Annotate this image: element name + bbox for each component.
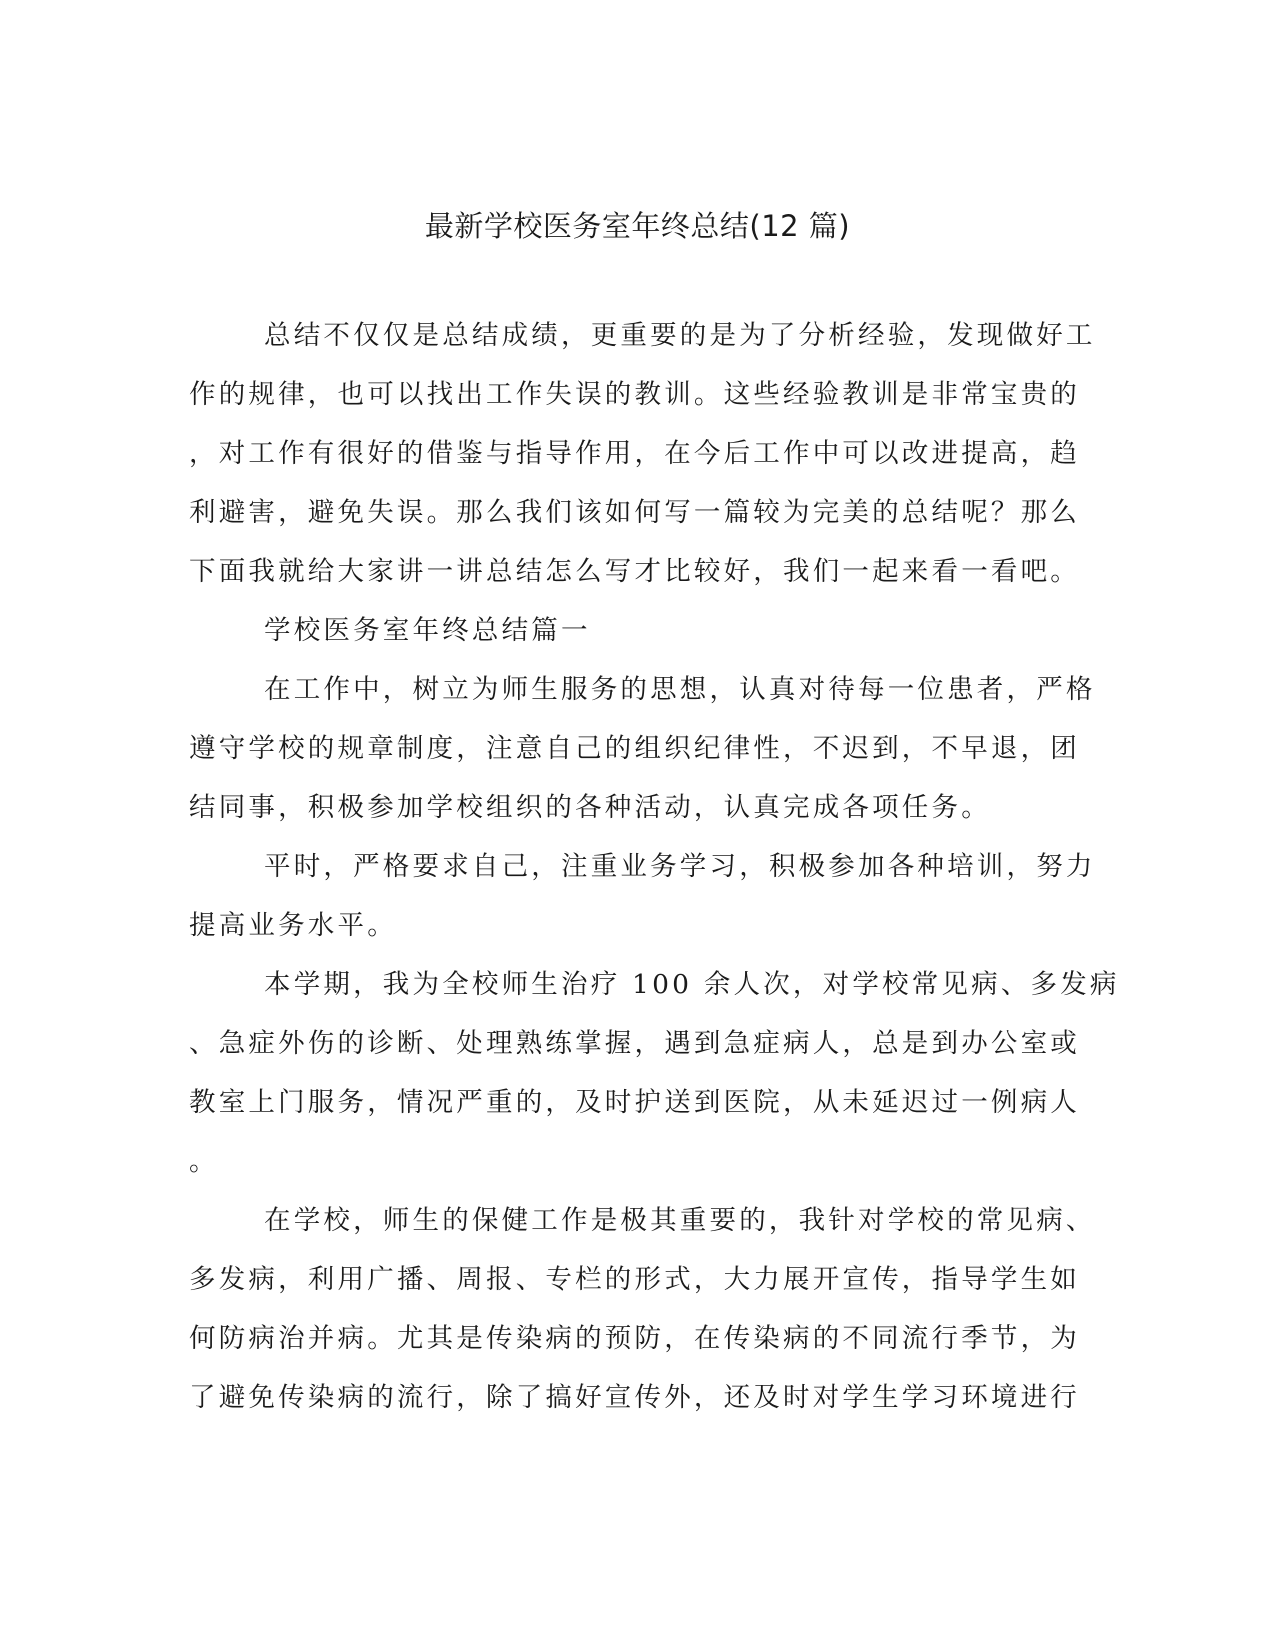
paragraph-line: 利避害，避免失误。那么我们该如何写一篇较为完美的总结呢？那么 — [189, 497, 1080, 528]
document-title: 最新学校医务室年终总结(12 篇) — [424, 209, 851, 243]
paragraph-line: 何防病治并病。尤其是传染病的预防，在传染病的不同流行季节，为 — [189, 1323, 1080, 1354]
paragraph-line: 提高业务水平。 — [189, 910, 397, 941]
paragraph-line: ，对工作有很好的借鉴与指导作用，在今后工作中可以改进提高，趋 — [189, 438, 1080, 469]
paragraph-line: 遵守学校的规章制度，注意自己的组织纪律性，不迟到，不早退，团 — [189, 733, 1080, 764]
paragraph-line: 。 — [189, 1146, 219, 1177]
paragraph-line: 在工作中，树立为师生服务的思想，认真对待每一位患者，严格 — [264, 674, 1096, 705]
paragraph-line: 教室上门服务，情况严重的，及时护送到医院，从未延迟过一例病人 — [189, 1087, 1080, 1118]
paragraph-line: 总结不仅仅是总结成绩，更重要的是为了分析经验，发现做好工 — [264, 320, 1096, 351]
paragraph-line: 本学期，我为全校师生治疗 100 余人次，对学校常见病、多发病 — [264, 969, 1120, 1000]
paragraph-line: 、急症外伤的诊断、处理熟练掌握，遇到急症病人，总是到办公室或 — [189, 1028, 1080, 1059]
section-heading: 学校医务室年终总结篇一 — [264, 615, 591, 646]
paragraph-line: 结同事，积极参加学校组织的各种活动，认真完成各项任务。 — [189, 792, 991, 823]
paragraph-line: 平时，严格要求自己，注重业务学习，积极参加各种培训，努力 — [264, 851, 1096, 882]
paragraph-line: 在学校，师生的保健工作是极其重要的，我针对学校的常见病、 — [264, 1205, 1096, 1236]
paragraph-line: 了避免传染病的流行，除了搞好宣传外，还及时对学生学习环境进行 — [189, 1382, 1080, 1413]
paragraph-line: 作的规律，也可以找出工作失误的教训。这些经验教训是非常宝贵的 — [189, 379, 1080, 410]
paragraph-line: 下面我就给大家讲一讲总结怎么写才比较好，我们一起来看一看吧。 — [189, 556, 1080, 587]
paragraph-line: 多发病，利用广播、周报、专栏的形式，大力展开宣传，指导学生如 — [189, 1264, 1080, 1295]
